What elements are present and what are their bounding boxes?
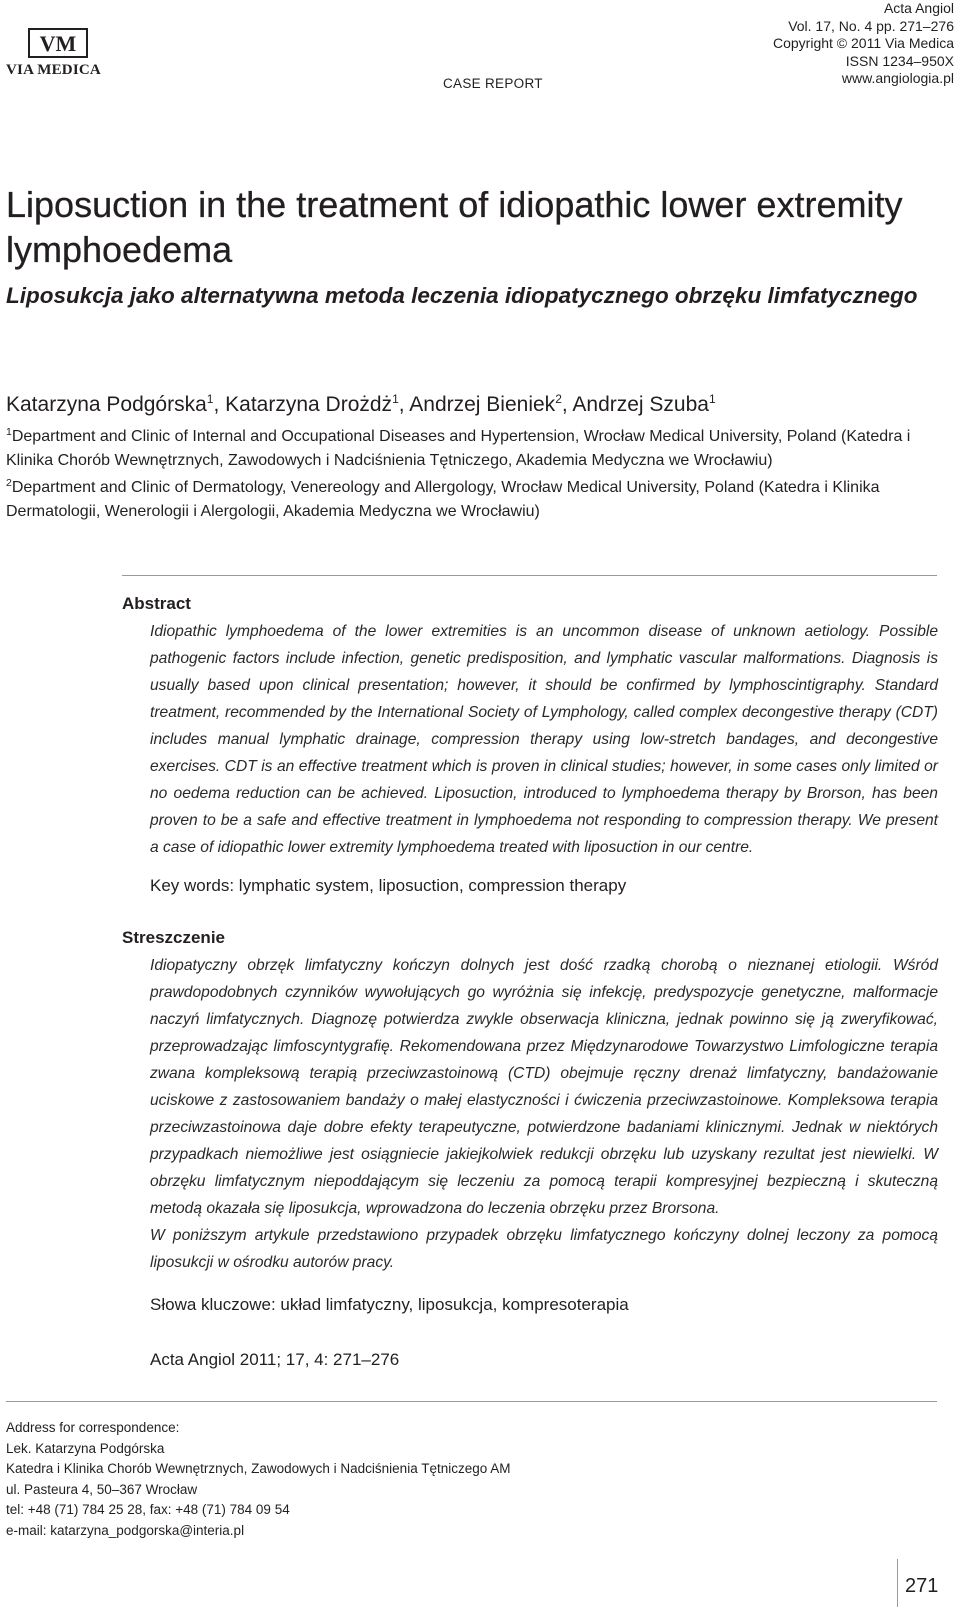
author-name: Katarzyna Drożdż — [225, 393, 393, 416]
citation: Acta Angiol 2011; 17, 4: 271–276 — [150, 1350, 400, 1369]
page-number: 271 — [905, 1575, 939, 1597]
via-medica-logo-mark — [28, 28, 88, 58]
author-name: Katarzyna Podgórska — [6, 393, 207, 416]
journal-copyright: Copyright © 2011 Via Medica — [772, 35, 954, 51]
article-title: Liposuction in the treatment of idiopathic lower extremity lymphoedema — [6, 184, 903, 270]
streszczenie-paragraph: Idiopatyczny obrzęk limfatyczny kończyn dolnych jest dość rzadką chorobą o nieznanej etiologii. Wśród prawdopodobnych czynników wywołujących go wyróżnia się infekcję, predyspozycje genetyczne, malformacje naczyń limfatycznych. Diagnozę potwierdza zwykle obserwacja kliniczna, jednak powinno się ją zweryfikować, przeprowadzając limfoscyntygrafię. Rekomendowana przez Międzynarodowe Towarzystwo Limfologiczne terapia zwana kompleksową terapią przeciwzastoinową (CTD) obejmuje ręczny drenaż limfatyczny, bandażowanie uciskowe z zastosowaniem bandaży o małej elastyczności i ćwiczenia przeciwzastoinowe. Kompleksowa terapia przeciwzastoinowa daje dobre efekty terapeutyczne, potwierdzone badaniami klinicznymi. Jednak w niektórych przypadkach niemożliwe jest osiągniecie jakiejkolwiek redukcji obrzęku lub uzyskany rezultat jest niewielki. W obrzęku limfatycznym niepoddającym się leczeniu za pomocą terapii kompresyjnej bezpieczną i skuteczną metodą okazała się liposukcja, wprowadzona do leczenia obrzęku przez Brorsona. — [150, 957, 938, 1217]
author-name: Andrzej Bieniek — [409, 393, 556, 416]
divider — [122, 575, 937, 576]
streszczenie-paragraph: W poniższym artykule przedstawiono przypadek obrzęku limfatycznego kończyny dolnej leczony za pomocą liposukcji w ośrodku autorów pracy. — [150, 1227, 938, 1271]
keywords-english: Key words: lymphatic system, liposuction, compression therapy — [150, 876, 627, 895]
correspondence-street: ul. Pasteura 4, 50–367 Wrocław — [6, 1481, 198, 1497]
journal-name: Acta Angiol — [883, 0, 954, 16]
affiliation-item — [6, 472, 936, 523]
author-affiliation-marker: 1 — [206, 392, 214, 406]
affiliation-marker: 2 — [6, 477, 12, 489]
correspondence-email-link[interactable]: e-mail: katarzyna_podgorska@interia.pl — [6, 1522, 245, 1538]
keywords-polish: Słowa kluczowe: układ limfatyczny, liposukcja, kompresoterapia — [150, 1295, 629, 1314]
author-affiliation-marker: 2 — [555, 392, 562, 406]
journal-issn: ISSN 1234–950X — [845, 52, 954, 69]
affiliation-marker: 1 — [6, 426, 12, 438]
affiliation-item — [6, 421, 936, 472]
correspondence-name: Lek. Katarzyna Podgórska — [6, 1440, 165, 1456]
abstract-heading: Abstract — [122, 594, 191, 613]
author-affiliation-marker: 1 — [392, 392, 399, 406]
correspondence-institution: Katedra i Klinika Chorób Wewnętrznych, Zawodowych i Nadciśnienia Tętniczego AM — [6, 1461, 511, 1476]
author-affiliation-marker: 1 — [708, 392, 716, 406]
streszczenie-heading: Streszczenie — [122, 928, 225, 947]
logo-brand-text: VIA MEDICA — [6, 62, 101, 78]
journal-website-link[interactable]: www.angiologia.pl — [841, 70, 954, 86]
author-name: Andrzej Szuba — [572, 393, 709, 416]
via-medica-logo — [6, 22, 118, 80]
article-title-polish: Liposukcja jako alternatywna metoda leczenia idiopatycznego obrzęku limfatycznego — [6, 283, 918, 308]
page-number-divider — [897, 1559, 898, 1607]
correspondence-heading: Address for correspondence: — [6, 1420, 180, 1435]
affiliation-text: Department and Clinic of Dermatology, Venereology and Allergology, Wrocław Medical University, Poland (Katedra i Klinika Dermatologii, Wenerologii i Alergologii, Akademia Medyczna we Wrocławiu) — [6, 479, 880, 520]
journal-info — [773, 0, 954, 88]
affiliation-text: Department and Clinic of Internal and Occupational Diseases and Hypertension, Wrocław Medical University, Poland (Katedra i Klinika Chorób Wewnętrznych, Zawodowych i Nadciśnienia Tętniczego, Akademia Medyczna we Wrocławiu) — [6, 428, 911, 469]
author-list: Katarzyna Podgórska$^1$, Katarzyna Drożdż$^1$, Andrzej Bieniek$^2$, Andrzej Szuba$^1$ — [6, 392, 716, 416]
article-type-label: CASE REPORT — [443, 76, 543, 91]
correspondence-phone: tel: +48 (71) 784 25 28, fax: +48 (71) 784 09 54 — [6, 1502, 290, 1517]
divider — [6, 1401, 937, 1402]
journal-volume: Vol. 17, No. 4 pp. 271–276 — [788, 17, 954, 34]
correspondence-block — [6, 1418, 511, 1541]
affiliation-list — [6, 421, 936, 523]
logo-mark-text: VM — [39, 31, 77, 56]
streszczenie-text — [150, 952, 938, 1276]
abstract-text: Idiopathic lymphoedema of the lower extremities is an uncommon disease of unknown aetiology. Possible pathogenic factors include infection, genetic predisposition, and lymphatic vascular malformations. Diagnosis is usually based upon clinical presentation; however, it should be confirmed by lymphoscintigraphy. Standard treatment, recommended by the International Society of Lymphology, called complex decongestive therapy (CDT) includes manual lymphatic drainage, compression therapy using low-stretch bandages, and decongestive exercises. CDT is an effective treatment which is proven in clinical studies; however, in some cases only limited or no oedema reduction can be achieved. Liposuction, introduced to lymphoedema therapy by Brorson, has been proven to be a safe and effective treatment in lymphoedema not responding to compression therapy. We present a case of idiopathic lower extremity lymphoedema treated with liposuction in our centre. — [150, 623, 938, 856]
